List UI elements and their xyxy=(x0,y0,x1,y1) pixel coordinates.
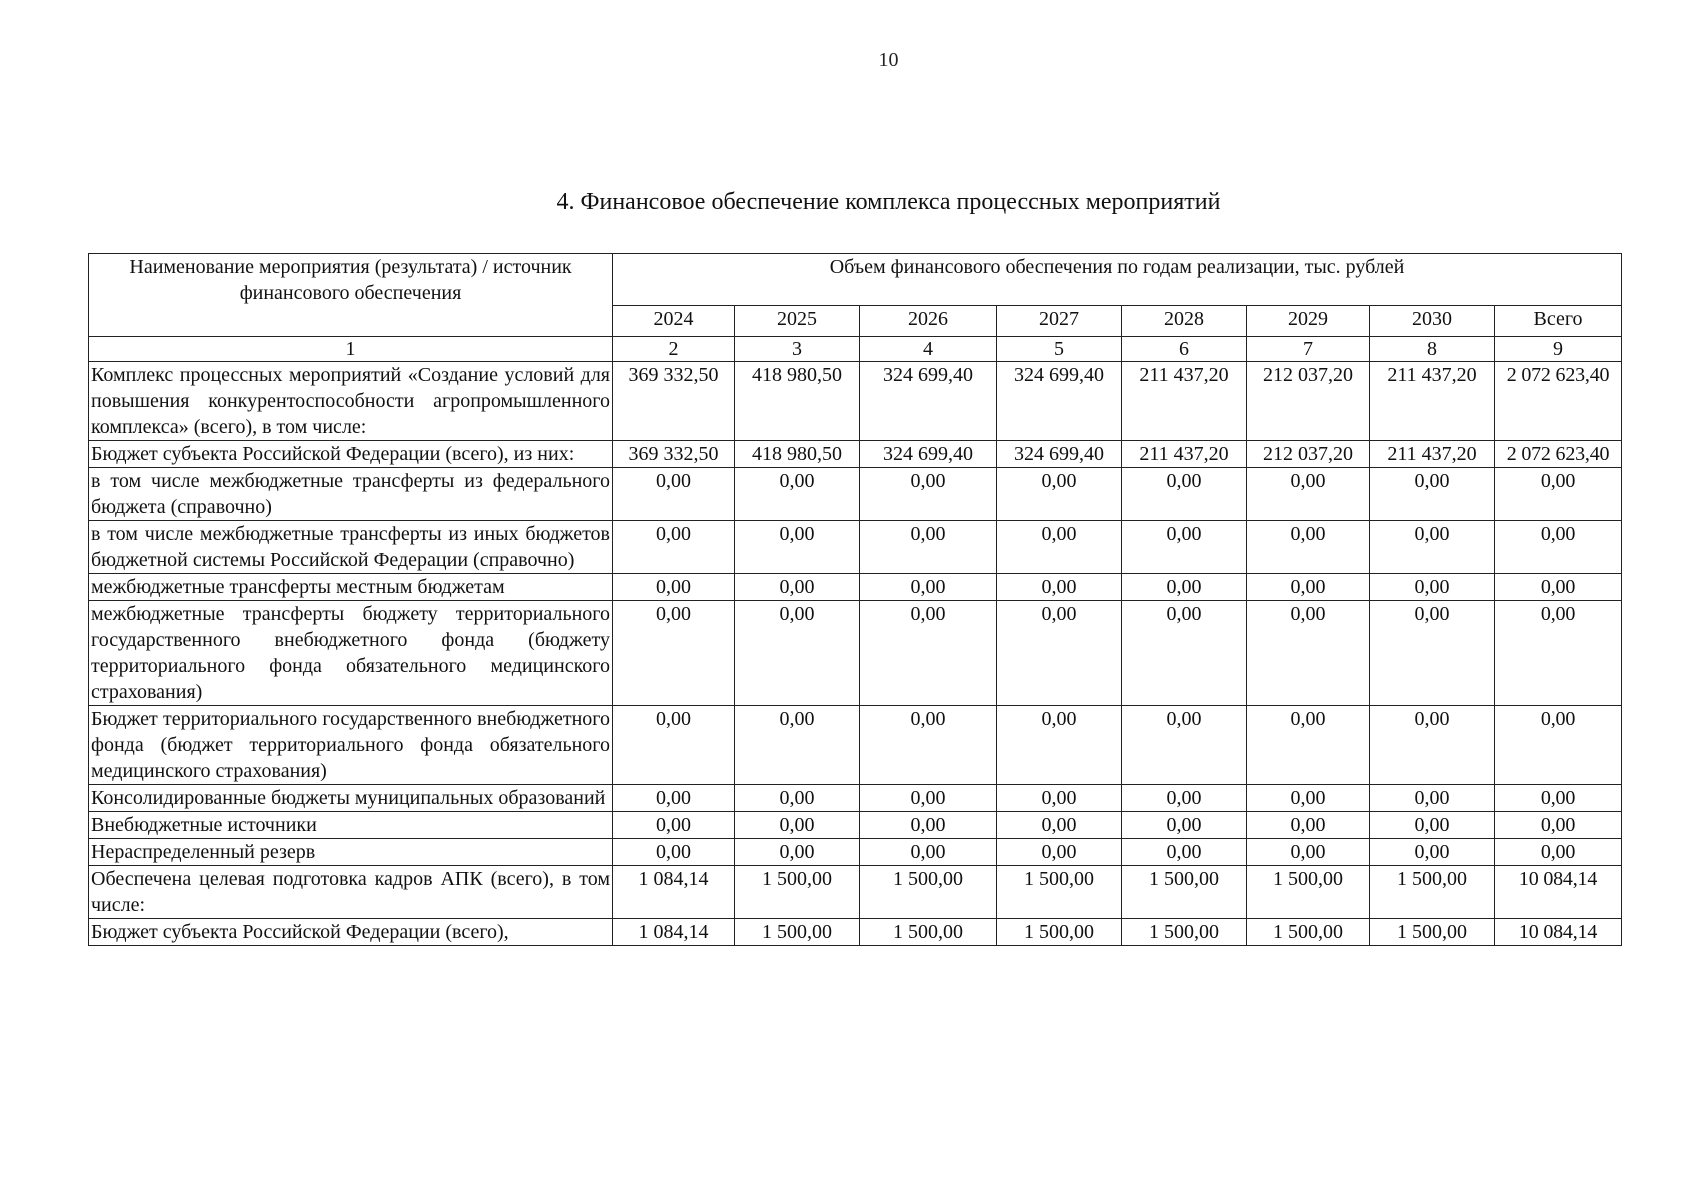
value-cell: 2 072 623,40 xyxy=(1495,362,1622,441)
table-row xyxy=(89,866,1622,919)
value-cell: 0,00 xyxy=(613,574,735,601)
table-row xyxy=(89,521,1622,574)
value-cell: 1 500,00 xyxy=(735,866,860,919)
value-cell: 0,00 xyxy=(860,601,997,706)
value-cell: 0,00 xyxy=(997,706,1122,785)
value-cell: 211 437,20 xyxy=(1370,441,1495,468)
value-cell: 0,00 xyxy=(735,574,860,601)
column-number-cell: 1 xyxy=(89,337,613,362)
row-name-cell: Внебюджетные источники xyxy=(89,812,613,839)
value-cell: 211 437,20 xyxy=(1370,362,1495,441)
value-cell: 0,00 xyxy=(1495,839,1622,866)
value-cell: 1 500,00 xyxy=(1370,866,1495,919)
value-cell: 0,00 xyxy=(1122,839,1247,866)
value-cell: 0,00 xyxy=(735,706,860,785)
page-number: 10 xyxy=(878,49,899,71)
year-header-cell: 2028 xyxy=(1122,306,1247,337)
value-cell: 0,00 xyxy=(1495,521,1622,574)
value-cell: 0,00 xyxy=(997,812,1122,839)
year-header-cell: 2026 xyxy=(860,306,997,337)
value-cell: 0,00 xyxy=(860,839,997,866)
value-cell: 1 500,00 xyxy=(1247,919,1370,946)
table-row xyxy=(89,574,1622,601)
value-cell: 0,00 xyxy=(1370,812,1495,839)
value-cell: 0,00 xyxy=(1370,468,1495,521)
value-cell: 0,00 xyxy=(997,785,1122,812)
value-cell: 10 084,14 xyxy=(1495,866,1622,919)
value-cell: 0,00 xyxy=(735,521,860,574)
value-cell: 212 037,20 xyxy=(1247,441,1370,468)
value-cell: 1 500,00 xyxy=(1122,866,1247,919)
value-cell: 0,00 xyxy=(735,601,860,706)
row-name-cell: в том числе межбюджетные трансферты из федерального бюджета (справочно) xyxy=(89,468,613,521)
value-cell: 0,00 xyxy=(613,812,735,839)
table-row xyxy=(89,601,1622,706)
value-cell: 0,00 xyxy=(1495,812,1622,839)
value-cell: 0,00 xyxy=(997,521,1122,574)
row-name-cell: межбюджетные трансферты местным бюджетам xyxy=(89,574,613,601)
row-name-cell: Консолидированные бюджеты муниципальных образований xyxy=(89,785,613,812)
row-name-cell: Бюджет субъекта Российской Федерации (всего), xyxy=(89,919,613,946)
value-cell: 0,00 xyxy=(735,785,860,812)
value-cell: 0,00 xyxy=(1370,601,1495,706)
value-cell: 0,00 xyxy=(1370,521,1495,574)
table-row xyxy=(89,919,1622,946)
column-number-cell: 2 xyxy=(613,337,735,362)
table-row xyxy=(89,441,1622,468)
column-number-cell: 3 xyxy=(735,337,860,362)
value-cell: 1 500,00 xyxy=(1247,866,1370,919)
value-cell: 2 072 623,40 xyxy=(1495,441,1622,468)
value-cell: 0,00 xyxy=(1122,706,1247,785)
table-row xyxy=(89,812,1622,839)
value-cell: 1 084,14 xyxy=(613,866,735,919)
value-cell: 0,00 xyxy=(613,785,735,812)
row-name-cell: Обеспечена целевая подготовка кадров АПК (всего), в том числе: xyxy=(89,866,613,919)
table-row xyxy=(89,706,1622,785)
value-cell: 0,00 xyxy=(1247,785,1370,812)
value-cell: 0,00 xyxy=(1122,521,1247,574)
value-cell: 0,00 xyxy=(1247,839,1370,866)
value-cell: 0,00 xyxy=(1247,521,1370,574)
value-cell: 324 699,40 xyxy=(860,441,997,468)
value-cell: 0,00 xyxy=(1122,785,1247,812)
value-cell: 0,00 xyxy=(997,574,1122,601)
value-cell: 369 332,50 xyxy=(613,362,735,441)
header-row xyxy=(89,254,1622,306)
row-name-cell: Комплекс процессных мероприятий «Создание условий для повышения конкурентоспособности агропромышленного комплекса» (всего), в том числе: xyxy=(89,362,613,441)
row-name-cell: в том числе межбюджетные трансферты из иных бюджетов бюджетной системы Российской Федерации (справочно) xyxy=(89,521,613,574)
value-cell: 369 332,50 xyxy=(613,441,735,468)
value-cell: 418 980,50 xyxy=(735,441,860,468)
table-row xyxy=(89,839,1622,866)
value-cell: 0,00 xyxy=(613,706,735,785)
value-cell: 1 500,00 xyxy=(735,919,860,946)
value-cell: 1 500,00 xyxy=(997,866,1122,919)
value-cell: 0,00 xyxy=(735,468,860,521)
table-row xyxy=(89,468,1622,521)
value-cell: 0,00 xyxy=(1370,839,1495,866)
value-cell: 0,00 xyxy=(860,521,997,574)
value-cell: 324 699,40 xyxy=(997,441,1122,468)
column-number-row xyxy=(89,337,1622,362)
row-name-cell: межбюджетные трансферты бюджету территориального государственного внебюджетного фонда (бюджету территориального фонда обязательного медицинского страхования) xyxy=(89,601,613,706)
value-cell: 0,00 xyxy=(613,839,735,866)
value-cell: 10 084,14 xyxy=(1495,919,1622,946)
value-cell: 0,00 xyxy=(1247,706,1370,785)
row-name-cell: Бюджет территориального государственного внебюджетного фонда (бюджет территориального фонда обязательного медицинского страхования) xyxy=(89,706,613,785)
column-number-cell: 4 xyxy=(860,337,997,362)
value-cell: 212 037,20 xyxy=(1247,362,1370,441)
value-cell: 0,00 xyxy=(1247,574,1370,601)
value-cell: 0,00 xyxy=(1122,601,1247,706)
value-cell: 0,00 xyxy=(1495,601,1622,706)
year-header-cell: 2025 xyxy=(735,306,860,337)
section-title: 4. Финансовое обеспечение комплекса процессных мероприятий xyxy=(556,189,1221,215)
value-cell: 0,00 xyxy=(1247,812,1370,839)
column-number-cell: 9 xyxy=(1495,337,1622,362)
value-cell: 0,00 xyxy=(1122,574,1247,601)
row-name-cell: Нераспределенный резерв xyxy=(89,839,613,866)
value-cell: 0,00 xyxy=(860,706,997,785)
value-cell: 0,00 xyxy=(860,812,997,839)
value-cell: 0,00 xyxy=(1370,785,1495,812)
value-cell: 0,00 xyxy=(1495,706,1622,785)
year-header-cell: 2030 xyxy=(1370,306,1495,337)
value-cell: 0,00 xyxy=(1370,706,1495,785)
value-cell: 1 500,00 xyxy=(997,919,1122,946)
table-row xyxy=(89,362,1622,441)
header-volume-cell: Объем финансового обеспечения по годам реализации, тыс. рублей xyxy=(613,254,1622,306)
value-cell: 0,00 xyxy=(860,785,997,812)
value-cell: 0,00 xyxy=(613,468,735,521)
value-cell: 324 699,40 xyxy=(997,362,1122,441)
column-number-cell: 5 xyxy=(997,337,1122,362)
value-cell: 0,00 xyxy=(1370,574,1495,601)
column-number-cell: 8 xyxy=(1370,337,1495,362)
value-cell: 0,00 xyxy=(613,521,735,574)
value-cell: 0,00 xyxy=(1247,468,1370,521)
value-cell: 1 500,00 xyxy=(1122,919,1247,946)
value-cell: 0,00 xyxy=(1247,601,1370,706)
value-cell: 324 699,40 xyxy=(860,362,997,441)
value-cell: 0,00 xyxy=(997,601,1122,706)
value-cell: 1 500,00 xyxy=(860,919,997,946)
financing-table xyxy=(88,253,1622,946)
year-header-cell: 2024 xyxy=(613,306,735,337)
value-cell: 211 437,20 xyxy=(1122,362,1247,441)
value-cell: 211 437,20 xyxy=(1122,441,1247,468)
value-cell: 0,00 xyxy=(1495,468,1622,521)
value-cell: 0,00 xyxy=(735,839,860,866)
value-cell: 0,00 xyxy=(1495,574,1622,601)
value-cell: 1 500,00 xyxy=(1370,919,1495,946)
value-cell: 0,00 xyxy=(1495,785,1622,812)
value-cell: 0,00 xyxy=(860,574,997,601)
column-number-cell: 6 xyxy=(1122,337,1247,362)
value-cell: 0,00 xyxy=(613,601,735,706)
value-cell: 0,00 xyxy=(860,468,997,521)
table-row xyxy=(89,785,1622,812)
value-cell: 0,00 xyxy=(997,839,1122,866)
value-cell: 418 980,50 xyxy=(735,362,860,441)
value-cell: 0,00 xyxy=(1122,468,1247,521)
year-header-cell: 2027 xyxy=(997,306,1122,337)
value-cell: 1 084,14 xyxy=(613,919,735,946)
value-cell: 0,00 xyxy=(735,812,860,839)
year-header-cell: 2029 xyxy=(1247,306,1370,337)
value-cell: 0,00 xyxy=(1122,812,1247,839)
value-cell: 0,00 xyxy=(997,468,1122,521)
row-name-cell: Бюджет субъекта Российской Федерации (всего), из них: xyxy=(89,441,613,468)
value-cell: 1 500,00 xyxy=(860,866,997,919)
header-name-cell: Наименование мероприятия (результата) / источник финансового обеспечения xyxy=(89,254,613,337)
year-header-cell: Всего xyxy=(1495,306,1622,337)
column-number-cell: 7 xyxy=(1247,337,1370,362)
